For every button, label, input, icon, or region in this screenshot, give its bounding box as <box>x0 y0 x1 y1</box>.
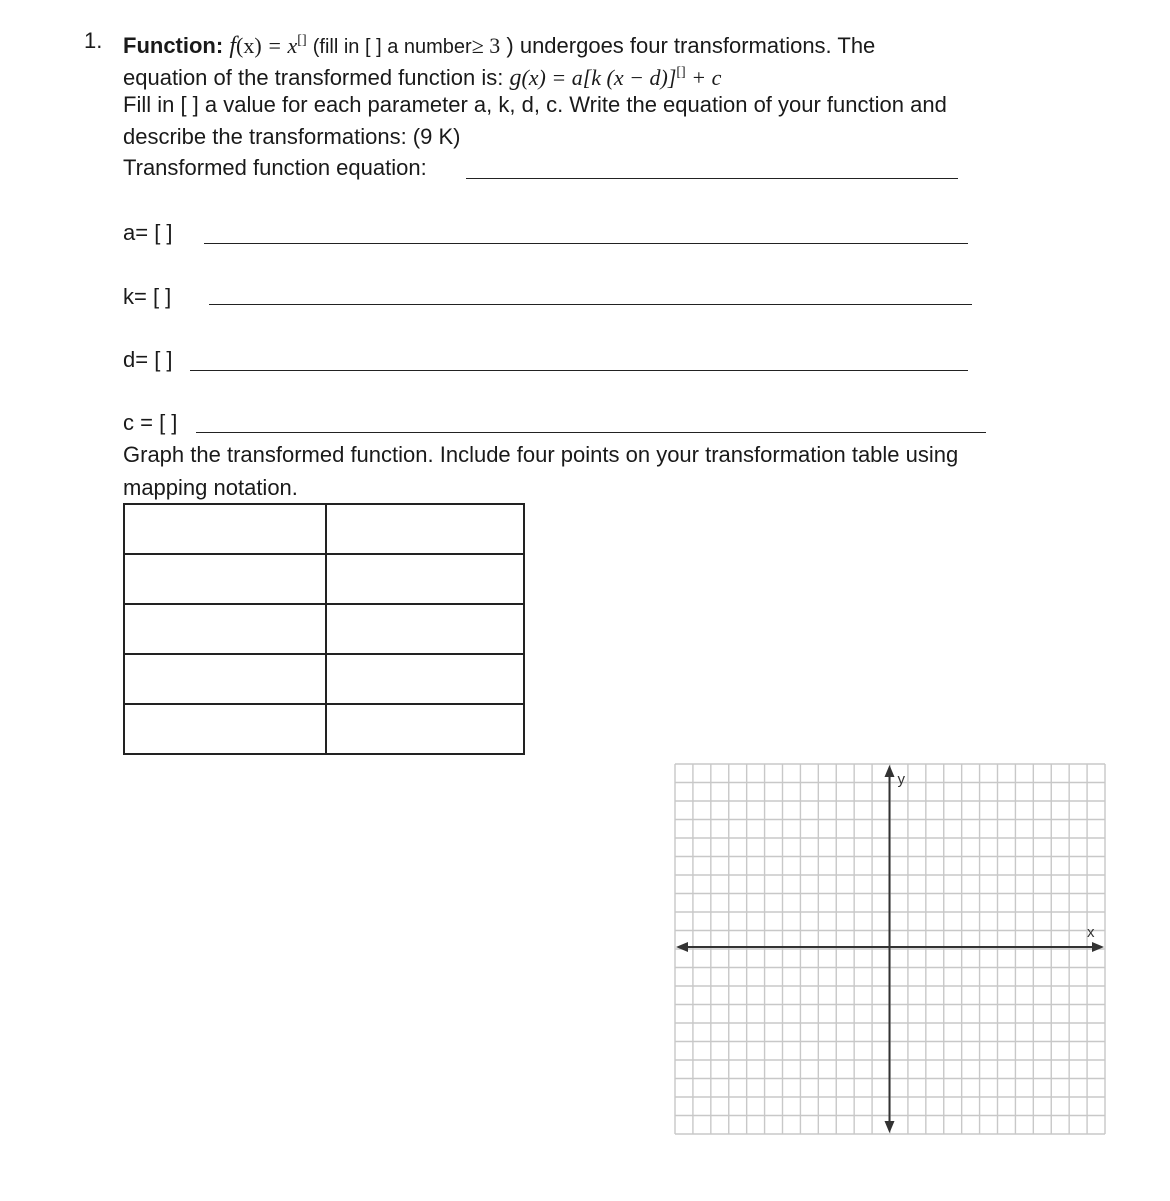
g-tail: + c <box>685 65 722 90</box>
param-a-answer-line[interactable] <box>204 243 968 244</box>
table-row <box>124 704 524 754</box>
g-param-a: a <box>571 65 583 90</box>
param-c-label: c = [ ] <box>123 410 178 435</box>
table-row <box>124 604 524 654</box>
g-lhs: (x) = <box>521 65 572 90</box>
param-k-label: k= [ ] <box>123 284 172 309</box>
mapping-table <box>123 503 525 755</box>
g-body: [k (x − d)] <box>582 65 677 90</box>
question-line-1-rest: ) undergoes four transformations. The <box>506 33 876 58</box>
question-number: 1. <box>84 28 103 53</box>
param-c-answer-line[interactable] <box>196 432 986 433</box>
graph-instructions-line-1: Graph the transformed function. Include four points on your transformation table using <box>123 442 959 467</box>
table-cell[interactable] <box>124 654 326 704</box>
fill-note: (fill in [ ] a number <box>312 36 472 58</box>
param-d-label: d= [ ] <box>123 347 173 372</box>
table-cell[interactable] <box>326 604 524 654</box>
line2-text: equation of the transformed function is: <box>123 65 504 90</box>
coordinate-grid[interactable] <box>674 763 1106 1135</box>
y-axis-down-arrow <box>885 1121 895 1133</box>
param-d-answer-line[interactable] <box>190 370 968 371</box>
table-cell[interactable] <box>124 504 326 554</box>
table-cell[interactable] <box>124 704 326 754</box>
table-cell[interactable] <box>124 554 326 604</box>
table-cell[interactable] <box>326 704 524 754</box>
question-line-3: Fill in [ ] a value for each parameter a, k, d, c. Write the equation of your function and <box>123 92 947 117</box>
table-row <box>124 654 524 704</box>
table-row <box>124 554 524 604</box>
geq-three: ≥ 3 <box>471 33 501 58</box>
graph-instructions-line-2: mapping notation. <box>123 475 298 500</box>
table-row <box>124 504 524 554</box>
f-function-arg: (x) <box>236 33 262 58</box>
equation-prompt: Transformed function equation: <box>123 155 427 180</box>
table-cell[interactable] <box>326 504 524 554</box>
question-line-4: describe the transformations: (9 K) <box>123 124 461 149</box>
equation-answer-line[interactable] <box>466 178 958 179</box>
param-k-answer-line[interactable] <box>209 304 972 305</box>
param-a-label: a= [ ] <box>123 220 173 245</box>
x-axis-label: x <box>1087 924 1095 941</box>
table-cell[interactable] <box>124 604 326 654</box>
f-function-eq: = x <box>261 33 298 58</box>
y-axis-label: y <box>897 771 905 788</box>
question-line-2 <box>123 60 721 91</box>
table-cell[interactable] <box>326 554 524 604</box>
g-exponent-blank: [] <box>676 65 686 80</box>
g-function-name: g <box>509 65 522 91</box>
y-axis-up-arrow <box>885 765 895 777</box>
question-line-1 <box>123 28 875 60</box>
function-label: Function: <box>123 33 224 58</box>
f-function-name: f <box>229 33 236 59</box>
f-exponent-blank: [] <box>297 33 307 48</box>
x-axis-left-arrow <box>676 942 688 952</box>
table-cell[interactable] <box>326 654 524 704</box>
x-axis-right-arrow <box>1092 942 1104 952</box>
